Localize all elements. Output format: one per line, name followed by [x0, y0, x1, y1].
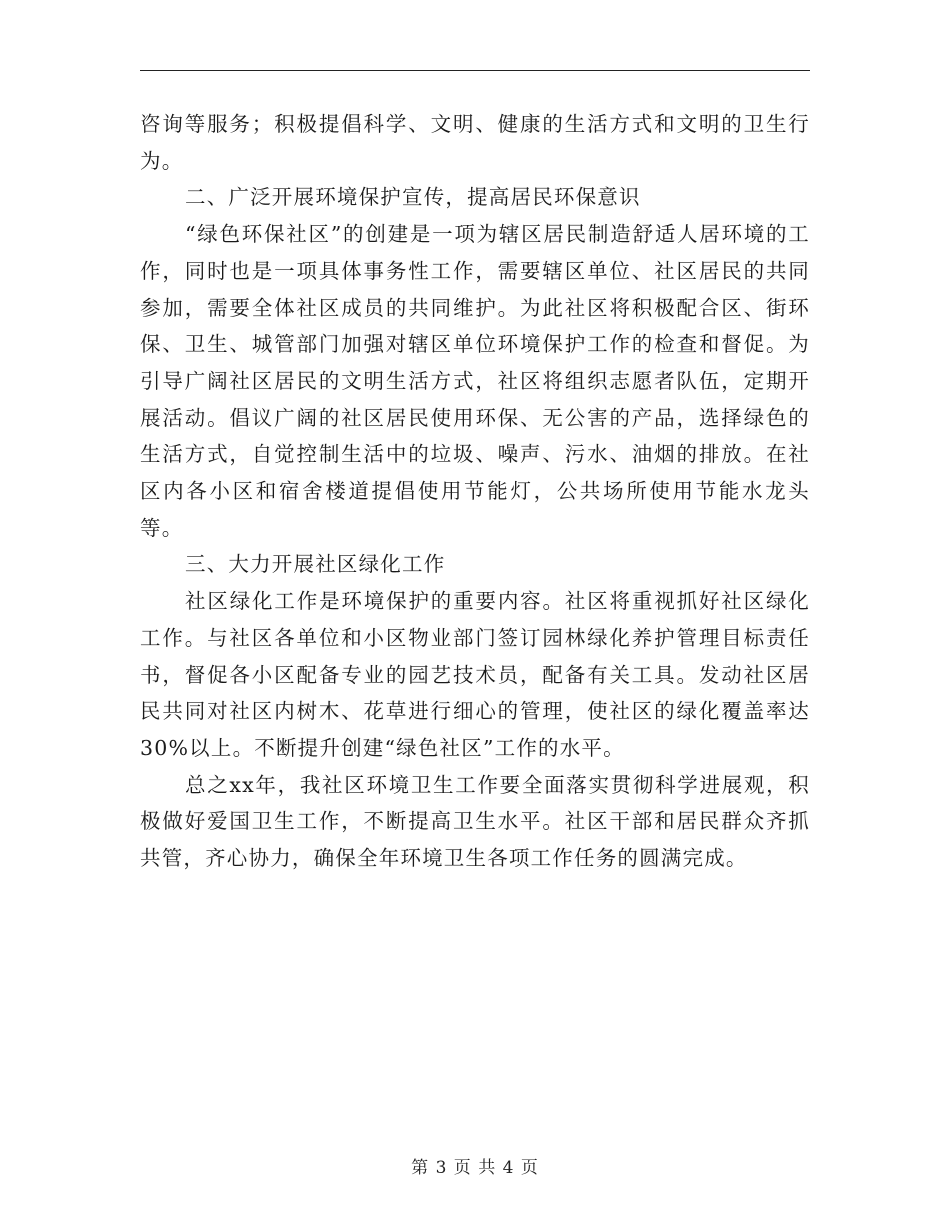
paragraph-greening-work: 社区绿化工作是环境保护的重要内容。社区将重视抓好社区绿化工作。与社区各单位和小区物业部门签订园林绿化养护管理目标责任书，督促各小区配备专业的园艺技术员，配备有关工具。发动社区居民共同对社区内树木、花草进行细心的管理，使社区的绿化覆盖率达30%以上。不断提升创建“绿色社区”工作的水平。	[140, 589, 810, 760]
page-number: 第 3 页 共 4 页	[411, 1158, 539, 1178]
section-heading-2: 二、广泛开展环境保护宣传，提高居民环保意识	[185, 185, 641, 210]
header-rule	[140, 70, 810, 71]
paragraph-summary: 总之xx年，我社区环境卫生工作要全面落实贯彻科学进展观，积极做好爱国卫生工作，不断提高卫生水平。社区干部和居民群众齐抓共管，齐心协力，确保全年环境卫生各项工作任务的圆满完成。	[140, 772, 810, 871]
document-body	[140, 106, 810, 877]
section-heading-3: 三、大力开展社区绿化工作	[185, 552, 446, 577]
paragraph-continuation: 咨询等服务；积极提倡科学、文明、健康的生活方式和文明的卫生行为。	[140, 112, 810, 173]
paragraph-environmental-publicity: “绿色环保社区”的创建是一项为辖区居民制造舒适人居环境的工作，同时也是一项具体事务性工作，需要辖区单位、社区居民的共同参加，需要全体社区成员的共同维护。为此社区将积极配合区、街环保、卫生、城管部门加强对辖区单位环境保护工作的检查和督促。为引导广阔社区居民的文明生活方式，社区将组织志愿者队伍，定期开展活动。倡议广阔的社区居民使用环保、无公害的产品，选择绿色的生活方式，自觉控制生活中的垃圾、噪声、污水、油烟的排放。在社区内各小区和宿舍楼道提倡使用节能灯，公共场所使用节能水龙头等。	[140, 222, 810, 540]
